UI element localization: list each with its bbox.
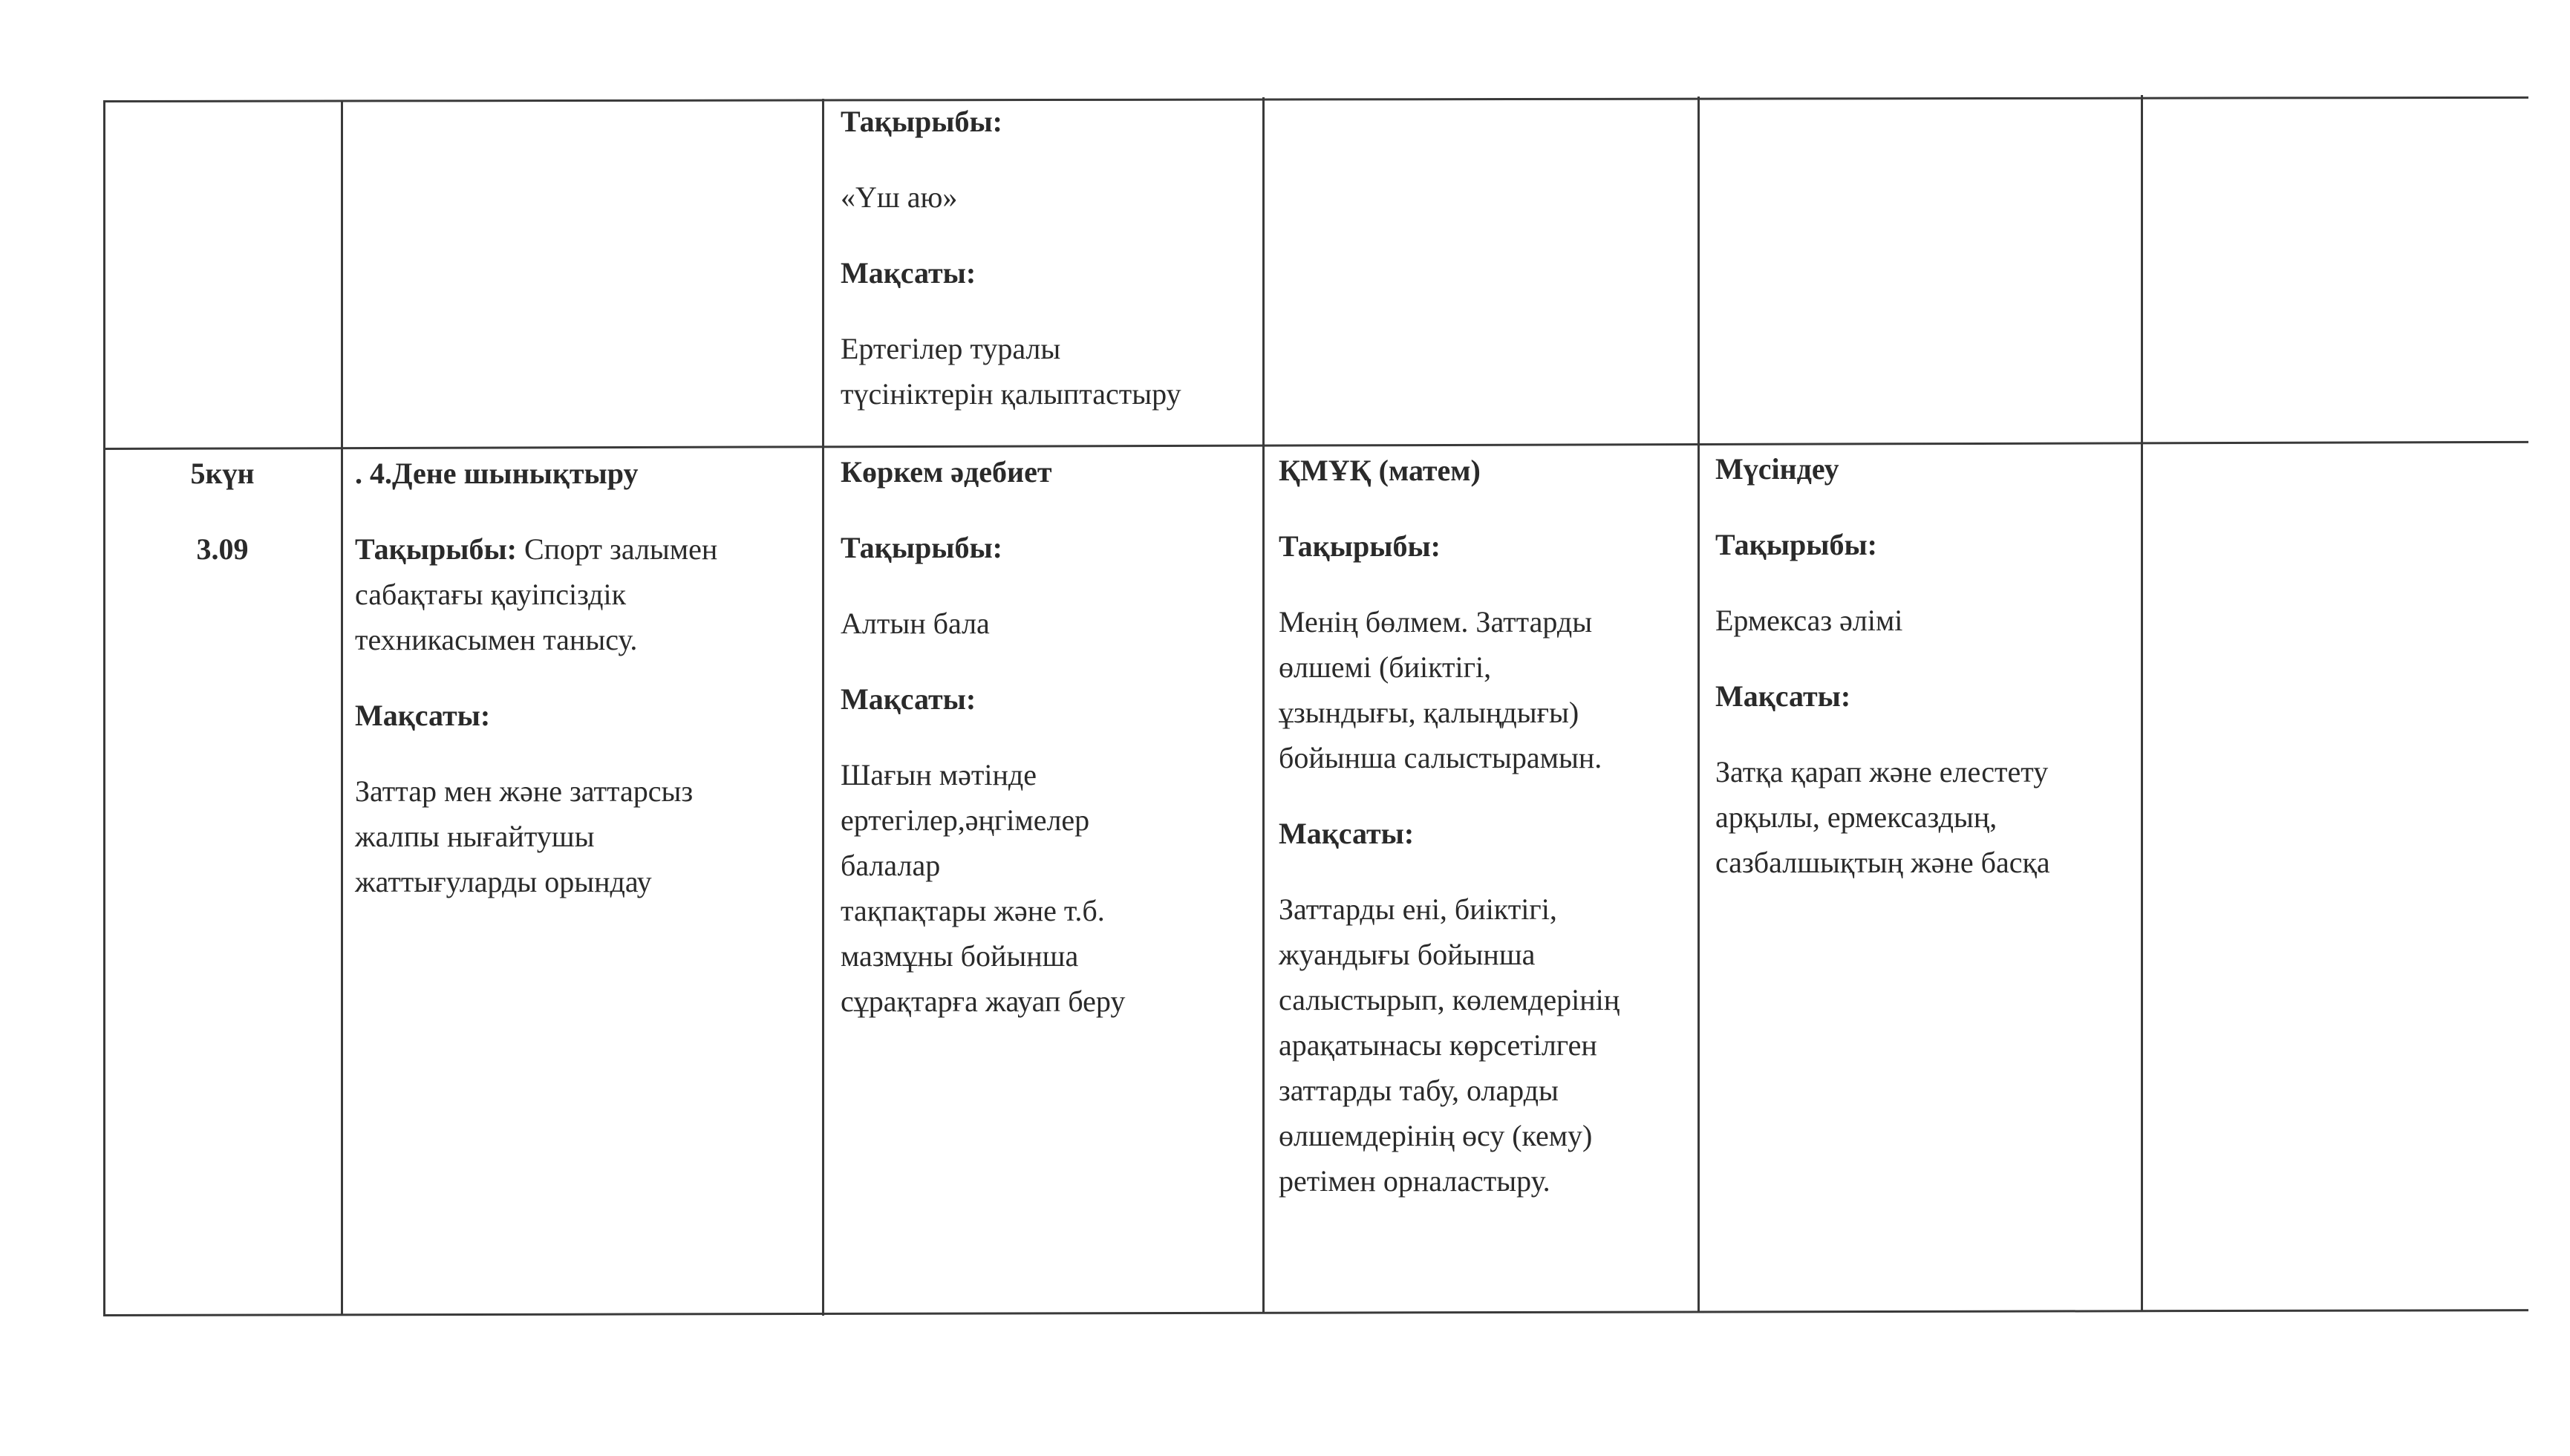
subject-title: ҚМҰҚ (матем)	[1279, 454, 1481, 487]
day-label: 5күн	[190, 457, 255, 490]
goal-text-line: салыстырып, көлемдерінің	[1279, 983, 1620, 1016]
table-bottom-border	[103, 1309, 2528, 1316]
topic-label: Тақырыбы:	[841, 105, 1002, 138]
topic-text: Алтын бала	[841, 607, 990, 640]
goal-label: Мақсаты:	[1715, 679, 1851, 713]
goal-text-line: Заттар мен және заттарсыз	[355, 774, 694, 808]
goal-label: Мақсаты:	[1279, 817, 1415, 850]
goal-text-line: жалпы нығайтушы	[355, 820, 595, 853]
topic-text-line: Менің бөлмем. Заттарды	[1279, 605, 1593, 639]
goal-label: Мақсаты:	[841, 256, 976, 290]
goal-text-line: ертегілер,әңгімелер	[841, 803, 1090, 837]
row1-col3-cell	[841, 99, 1256, 417]
topic-text-line: өлшемі (биіктігі,	[1279, 650, 1492, 684]
subject-title: Көркем әдебиет	[841, 455, 1052, 489]
topic-text: Ермексаз әлімі	[1715, 604, 1903, 637]
column-border	[341, 100, 343, 1316]
goal-text-line: жаттығуларды орындау	[355, 865, 652, 898]
topic-text-line: бойынша салыстырамын.	[1279, 741, 1602, 774]
goal-text-line: сазбалшықтың және басқа	[1715, 846, 2050, 879]
column-border	[2141, 95, 2143, 1311]
topic-label: Тақырыбы:	[1279, 529, 1441, 563]
topic-label: Тақырыбы:	[1715, 528, 1877, 561]
goal-text-line: ретімен орналастыру.	[1279, 1164, 1550, 1198]
topic-text: Спорт залымен	[517, 532, 718, 566]
topic-text-line: техникасымен танысу.	[355, 623, 638, 656]
goal-text-line: арқылы, ермексаздың,	[1715, 800, 1997, 834]
goal-text-line: балалар	[841, 849, 941, 882]
table-top-border	[103, 97, 2528, 102]
goal-text-line: Ертегілер туралы	[841, 332, 1061, 365]
subject-title: . 4.Дене шынықтыру	[355, 457, 639, 490]
column-border	[1697, 97, 1700, 1312]
goal-text-line: тақпақтары және т.б.	[841, 894, 1105, 927]
goal-text-line: мазмұны бойынша	[841, 939, 1079, 973]
goal-text-line: түсініктерін қалыптастыру	[841, 377, 1181, 411]
column-border	[822, 99, 824, 1316]
goal-text-line: Шағын мәтінде	[841, 758, 1037, 791]
row2-col4-cell	[1279, 448, 1695, 1204]
column-border	[1262, 97, 1265, 1313]
goal-text-line: жуандығы бойынша	[1279, 938, 1536, 971]
topic-line	[355, 526, 815, 572]
goal-text-line: Заттарды ені, биіктігі,	[1279, 892, 1557, 926]
row2-day-cell	[105, 451, 339, 572]
goal-text-line: өлшемдерінің өсу (кему)	[1279, 1119, 1593, 1152]
topic-text: «Үш аю»	[841, 180, 958, 214]
goal-text-line: сұрақтарға жауап беру	[841, 985, 1126, 1018]
topic-text-line: сабақтағы қауіпсіздік	[355, 578, 627, 611]
row2-col3-cell	[841, 449, 1256, 1024]
goal-text-line: арақатынасы көрсетілген	[1279, 1028, 1597, 1062]
topic-label: Тақырыбы:	[841, 531, 1002, 564]
goal-label: Мақсаты:	[355, 699, 491, 732]
goal-text-line: заттарды табу, оларды	[1279, 1074, 1559, 1107]
topic-text-line: ұзындығы, қалыңдығы)	[1279, 696, 1579, 729]
goal-label: Мақсаты:	[841, 682, 976, 716]
column-border	[103, 101, 105, 1316]
subject-title: Мүсіндеу	[1715, 452, 1839, 486]
row2-col2-cell	[355, 451, 815, 904]
topic-label: Тақырыбы:	[355, 532, 517, 566]
row2-col5-cell	[1715, 446, 2139, 885]
goal-text-line: Затқа қарап және елестету	[1715, 755, 2049, 789]
date-label: 3.09	[196, 532, 249, 566]
